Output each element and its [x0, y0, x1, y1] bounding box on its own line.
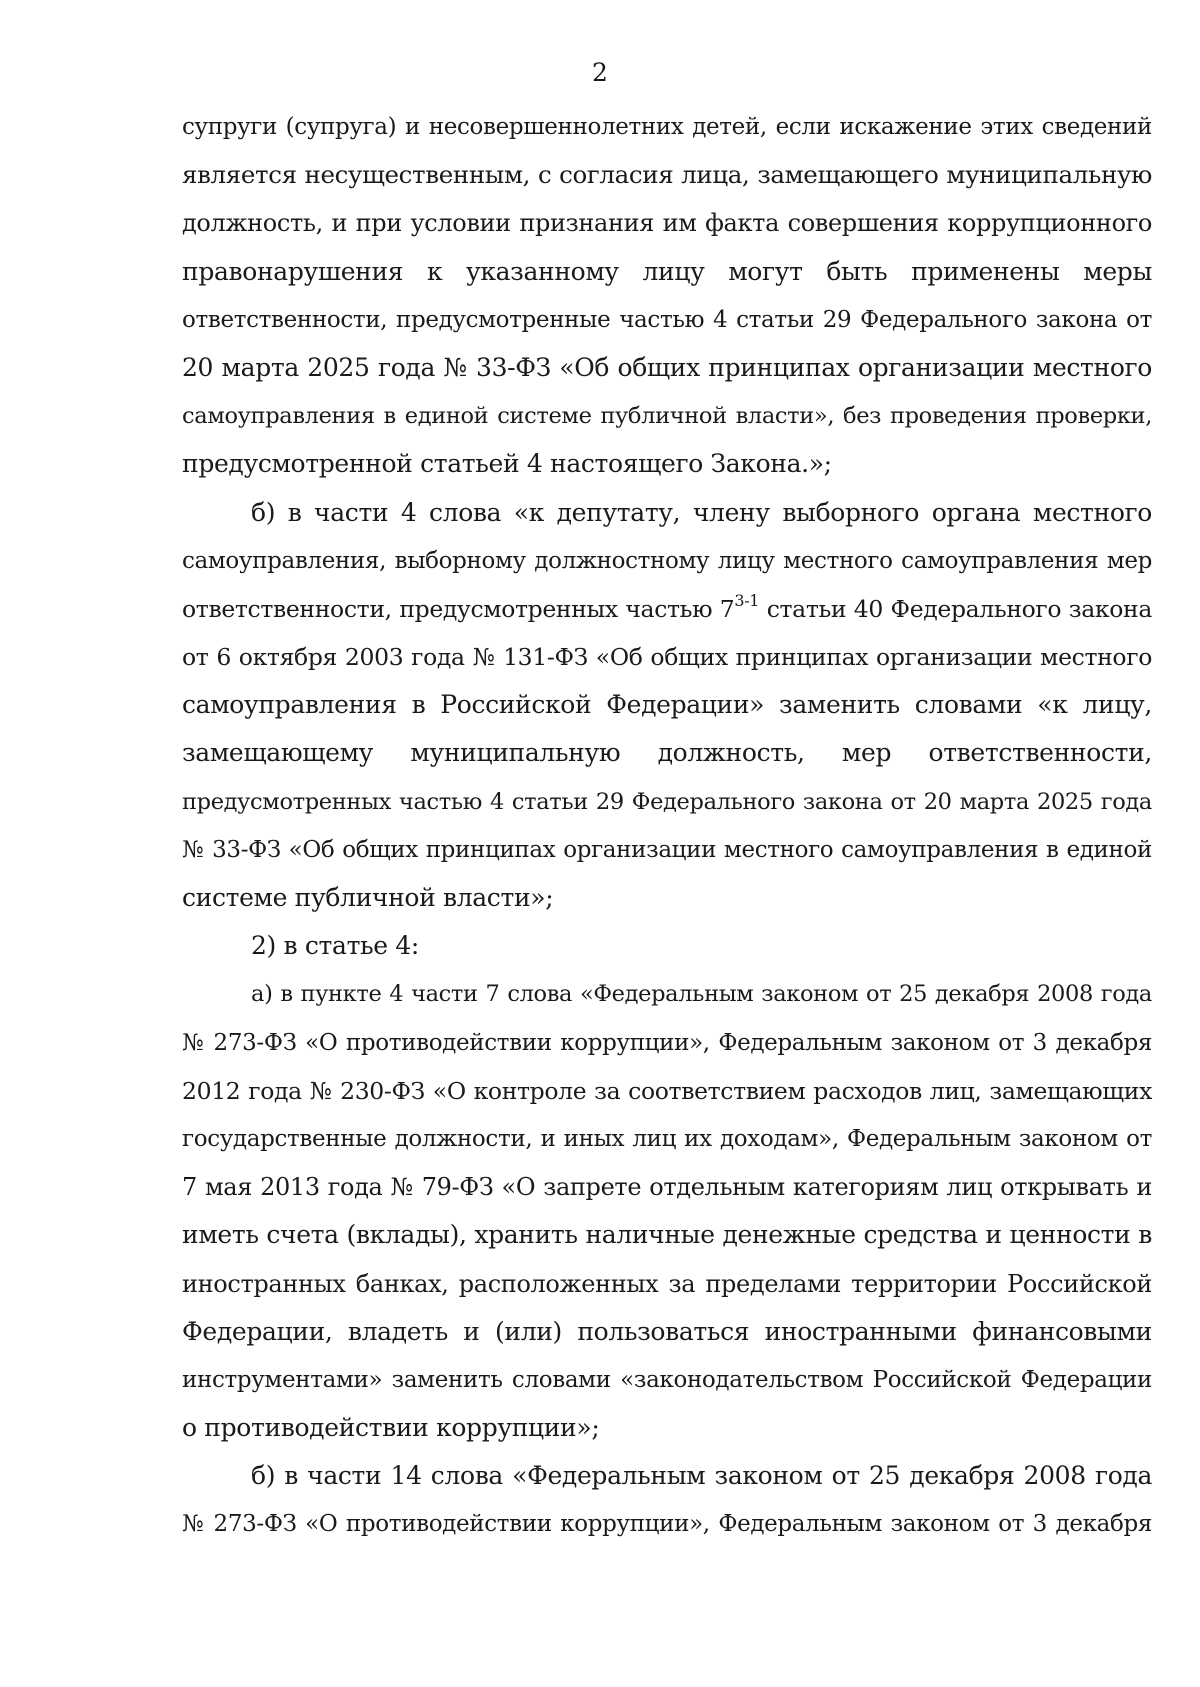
text-line: [182, 1211, 1152, 1259]
text-line-content: супруги (супруга) и несовершеннолетних детей, если искажение этих сведений: [182, 114, 1152, 140]
text-line-content: 2012 года № 230-ФЗ «О контроле за соответствием расходов лиц, замещающих: [182, 1076, 1152, 1105]
text-line-content: а) в пункте 4 части 7 слова «Федеральным законом от 25 декабря 2008 года: [251, 981, 1152, 1008]
text-line: [182, 1308, 1152, 1356]
text-line-content: 20 марта 2025 года № 33-ФЗ «Об общих принципах организации местного: [182, 352, 1152, 382]
text-line: [182, 874, 1152, 922]
text-line-content: предусмотренных частью 4 статьи 29 Федерального закона от 20 марта 2025 года: [182, 788, 1152, 815]
page-number: 2: [592, 58, 608, 87]
text-line: [182, 440, 1152, 488]
text-line-content: является несущественным, с согласия лица, замещающего муниципальную: [182, 160, 1152, 190]
text-line: [182, 103, 1152, 151]
text-line: [182, 1452, 1152, 1500]
text-line: [182, 1404, 1152, 1452]
text-line-content: ответственности, предусмотренные частью 4 статьи 29 Федерального закона от: [182, 306, 1152, 333]
text-line-content: б) в части 4 слова «к депутату, члену выборного органа местного: [251, 497, 1152, 527]
text-line: [182, 296, 1152, 344]
text-line: [182, 1163, 1152, 1211]
text-line-content: иностранных банках, расположенных за пределами территории Российской: [182, 1269, 1152, 1298]
text-line: [182, 489, 1152, 537]
text-line-content: 7 мая 2013 года № 79-ФЗ «О запрете отдельным категориям лиц открывать и: [182, 1173, 1152, 1202]
text-line: [182, 1260, 1152, 1308]
text-line: [182, 778, 1152, 826]
text-line: [182, 248, 1152, 296]
text-line-continuation: статьи 40 Федерального закона: [759, 594, 1152, 623]
text-line-content: инструментами» заменить словами «законодательством Российской Федерации: [182, 1366, 1152, 1393]
text-line: [182, 1115, 1152, 1163]
text-line: [182, 681, 1152, 729]
text-line-content: 2) в статье 4:: [251, 931, 419, 961]
text-line: [182, 922, 1152, 970]
text-line: [182, 537, 1152, 585]
text-line-content: Федерации, владеть и (или) пользоваться иностранными финансовыми: [182, 1316, 1152, 1346]
text-line: [182, 344, 1152, 392]
text-line-content: о противодействии коррупции»;: [182, 1413, 600, 1443]
text-line: [182, 585, 1152, 633]
text-line: [182, 392, 1152, 440]
text-line: [182, 1356, 1152, 1404]
text-line: [182, 729, 1152, 777]
text-line: [182, 151, 1152, 199]
text-line: [182, 1019, 1152, 1067]
text-line-content: замещающему муниципальную должность, мер ответственности,: [182, 738, 1152, 768]
text-line-content: самоуправления в единой системе публичной власти», без проведения проверки,: [182, 403, 1152, 430]
text-line: [182, 199, 1152, 247]
text-line-content: правонарушения к указанному лицу могут быть применены меры: [182, 256, 1152, 286]
text-line-content: должность, и при условии признания им факта совершения коррупционного: [182, 209, 1152, 238]
text-line-content: № 273-ФЗ «О противодействии коррупции», Федеральным законом от 3 декабря: [182, 1029, 1152, 1056]
text-line: [182, 1500, 1152, 1548]
text-line-content: государственные должности, и иных лиц их доходам», Федеральным законом от: [182, 1125, 1152, 1152]
text-line: [182, 970, 1152, 1018]
text-line: [182, 1067, 1152, 1115]
text-line-content: б) в части 14 слова «Федеральным законом от 25 декабря 2008 года: [251, 1461, 1152, 1491]
text-line-content: № 33-ФЗ «Об общих принципах организации местного самоуправления в единой: [182, 836, 1152, 863]
text-line: [182, 826, 1152, 874]
text-line-content: самоуправления, выборному должностному лицу местного самоуправления мер: [182, 547, 1152, 574]
text-line-content: иметь счета (вклады), хранить наличные денежные средства и ценности в: [182, 1220, 1152, 1250]
text-line: [182, 633, 1152, 681]
document-body: [182, 103, 1152, 1549]
text-line-content: системе публичной власти»;: [182, 883, 554, 912]
text-line-content: ответственности, предусмотренных частью 7: [182, 594, 735, 623]
superscript: 3-1: [734, 590, 760, 610]
text-line-content: от 6 октября 2003 года № 131-ФЗ «Об общих принципах организации местного: [182, 643, 1152, 672]
text-line-content: предусмотренной статьей 4 настоящего Закона.»;: [182, 449, 832, 479]
text-line-content: самоуправления в Российской Федерации» заменить словами «к лицу,: [182, 690, 1152, 720]
text-line-content: № 273-ФЗ «О противодействии коррупции», Федеральным законом от 3 декабря: [182, 1511, 1152, 1538]
